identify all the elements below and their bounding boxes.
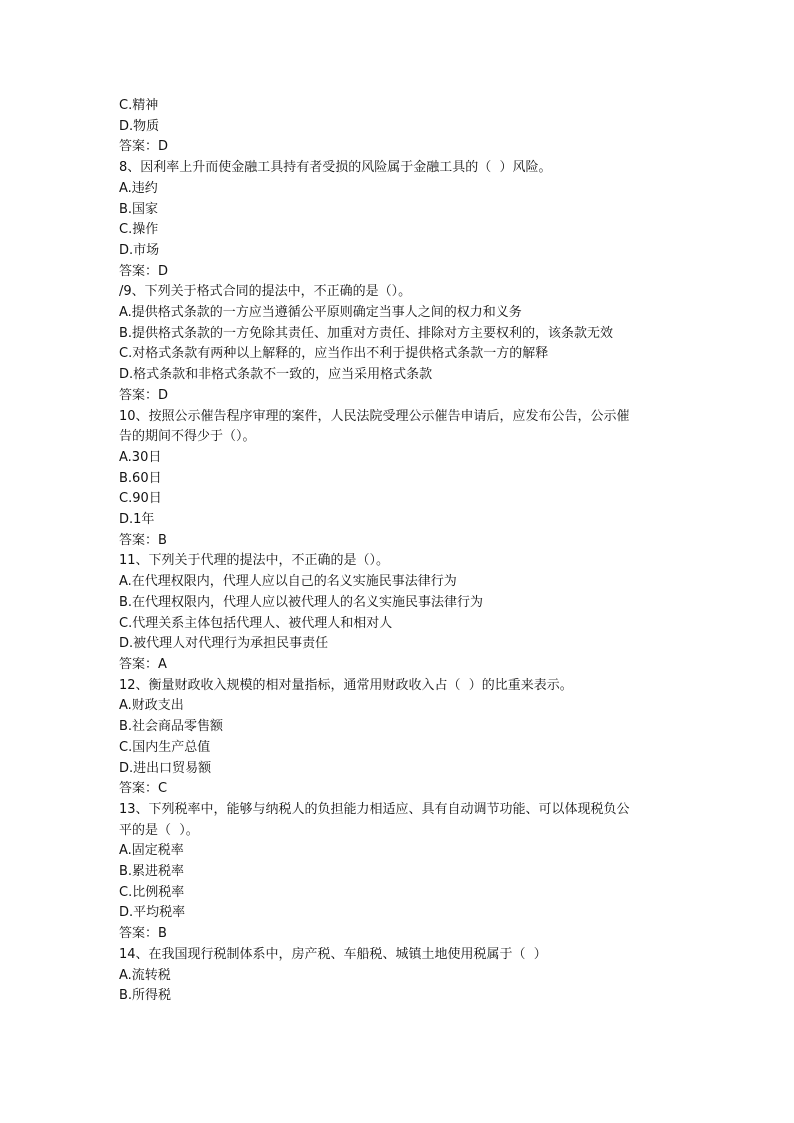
answer: 答案：D <box>119 387 169 403</box>
option-a: A.流转税 <box>119 967 171 983</box>
option-c: C.精神 <box>119 98 159 113</box>
answer: 答案：D <box>119 139 169 155</box>
question-9: /9、下列关于格式合同的提法中，不正确的是（）。 <box>119 284 412 300</box>
option-c: C.国内生产总值 <box>119 739 211 755</box>
option-d: D.格式条款和非格式条款不一致的，应当采用格式条款 <box>119 367 433 383</box>
question-12: 12、衡量财政收入规模的相对量指标，通常用财政收入占（ ）的比重来表示。 <box>119 677 573 693</box>
option-d: D.平均税率 <box>119 905 186 921</box>
option-c: C.操作 <box>119 222 159 238</box>
question-13-continued: 平的是（ ）。 <box>119 822 199 838</box>
answer: 答案：B <box>119 532 167 548</box>
document-page <box>119 96 679 1007</box>
option-b: B.累进税率 <box>119 864 185 880</box>
option-b: B.60日 <box>119 470 162 486</box>
option-a: A.财政支出 <box>119 698 184 714</box>
option-b: B.国家 <box>119 201 159 217</box>
option-a: A.在代理权限内，代理人应以自己的名义实施民事法律行为 <box>119 574 457 590</box>
option-a: A.30日 <box>119 449 162 465</box>
option-b: B.社会商品零售额 <box>119 719 224 735</box>
question-10: 10、按照公示催告程序审理的案件，人民法院受理公示催告申请后，应发布公告，公示催 <box>119 408 630 424</box>
option-c: C.代理关系主体包括代理人、被代理人和相对人 <box>119 615 393 631</box>
answer: 答案：D <box>119 263 169 279</box>
option-d: D.物质 <box>119 118 160 134</box>
option-b: B.所得税 <box>119 988 172 1004</box>
option-d: D.被代理人对代理行为承担民事责任 <box>119 636 329 652</box>
option-c: C.90日 <box>119 491 162 507</box>
option-d: D.1年 <box>119 512 155 528</box>
option-b: B.在代理权限内，代理人应以被代理人的名义实施民事法律行为 <box>119 594 484 610</box>
option-a: A.违约 <box>119 180 158 196</box>
answer: 答案：A <box>119 656 167 672</box>
option-a: A.固定税率 <box>119 843 184 859</box>
question-11: 11、下列关于代理的提法中，不正确的是（）。 <box>119 553 390 569</box>
option-c: C.比例税率 <box>119 884 185 900</box>
question-13: 13、下列税率中，能够与纳税人的负担能力相适应、具有自动调节功能、可以体现税负公 <box>119 801 630 817</box>
option-a: A.提供格式条款的一方应当遵循公平原则确定当事人之间的权力和义务 <box>119 305 522 321</box>
option-b: B.提供格式条款的一方免除其责任、加重对方责任、排除对方主要权利的，该条款无效 <box>119 325 614 341</box>
option-c: C.对格式条款有两种以上解释的，应当作出不利于提供格式条款一方的解释 <box>119 346 549 362</box>
answer: 答案：B <box>119 926 167 942</box>
answer: 答案：C <box>119 781 168 797</box>
question-10-continued: 告的期间不得少于（）。 <box>119 429 256 445</box>
option-d: D.进出口贸易额 <box>119 760 212 776</box>
question-14: 14、在我国现行税制体系中，房产税、车船税、城镇土地使用税属于（ ） <box>119 946 547 962</box>
option-d: D.市场 <box>119 242 160 258</box>
question-8: 8、因利率上升而使金融工具持有者受损的风险属于金融工具的（ ）风险。 <box>119 160 552 176</box>
